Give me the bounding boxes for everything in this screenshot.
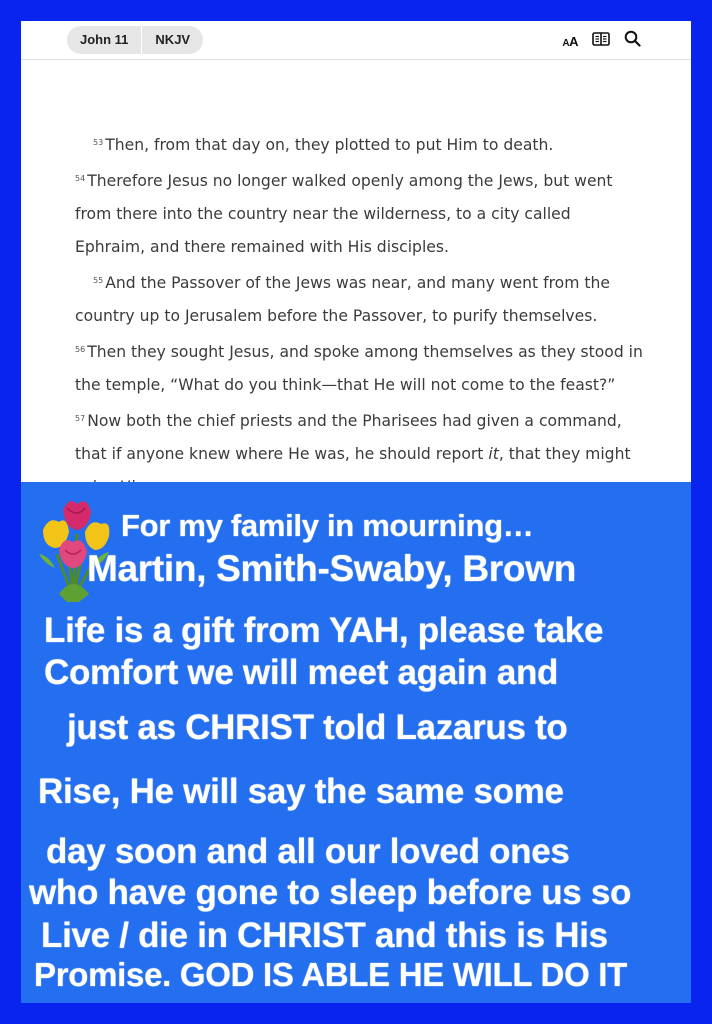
passage-selector — [67, 26, 203, 54]
verse-number: 56 — [75, 345, 86, 354]
message-line-1: For my family in mourning… — [121, 508, 534, 543]
toolbar-actions — [562, 30, 641, 52]
verse-text-54: Therefore Jesus no longer walked openly among the Jews, but went from there into the country near the wilderness, to a city called Ephraim, and there remained with His disciples. — [75, 172, 613, 256]
book-open-icon[interactable] — [592, 32, 610, 51]
book-chapter-button[interactable]: John 11 — [80, 32, 129, 47]
font-size-icon[interactable] — [562, 34, 578, 49]
font-size-label-big: A — [569, 33, 578, 49]
search-icon[interactable] — [624, 30, 641, 52]
verse-text-57-italic: it — [488, 445, 499, 463]
verse-55 — [75, 264, 645, 333]
message-line-4: Comfort we will meet again and — [44, 653, 559, 692]
verse-number: 54 — [75, 174, 86, 183]
font-size-label-small: A — [562, 37, 570, 49]
message-line-3: Life is a gift from YAH, please take — [44, 611, 604, 650]
screenshot-frame — [21, 21, 691, 1003]
verse-text-57a: Now both the chief priests and the Pharisees had given a command, that if anyone knew where He was, he should report — [75, 412, 622, 463]
message-line-8: who have gone to sleep before us so — [29, 873, 632, 912]
verse-text-55: And the Passover of the Jews was near, and many went from the country up to Jerusalem before the Passover, to purify themselves. — [75, 274, 610, 325]
message-line-5: just as CHRIST told Lazarus to — [67, 708, 568, 747]
scripture-reader — [21, 60, 691, 482]
message-line-7: day soon and all our loved ones — [46, 832, 570, 871]
message-line-10: Promise. GOD IS ABLE HE WILL DO IT — [34, 956, 628, 993]
verse-number: 57 — [75, 414, 86, 423]
message-line-6: Rise, He will say the same some — [38, 772, 564, 811]
verse-number: 55 — [93, 276, 104, 285]
reader-toolbar — [21, 21, 691, 60]
message-line-2: Martin, Smith-Swaby, Brown — [87, 548, 576, 589]
verse-text-56: Then they sought Jesus, and spoke among themselves as they stood in the temple, “What do you think—that He will not come to the feast?” — [75, 343, 643, 394]
verse-text-53: Then, from that day on, they plotted to put Him to death. — [105, 136, 554, 154]
message-line-9: Live / die in CHRIST and this is His — [41, 916, 608, 955]
verse-number: 53 — [93, 138, 104, 147]
verse-text-57b: , that they might — [498, 445, 631, 463]
verse-56-57 — [75, 333, 645, 504]
version-button[interactable]: NKJV — [155, 32, 191, 47]
verse-text — [75, 126, 645, 504]
verse-53 — [75, 126, 645, 162]
verse-54 — [75, 162, 645, 264]
condolence-message-panel — [21, 482, 691, 1003]
